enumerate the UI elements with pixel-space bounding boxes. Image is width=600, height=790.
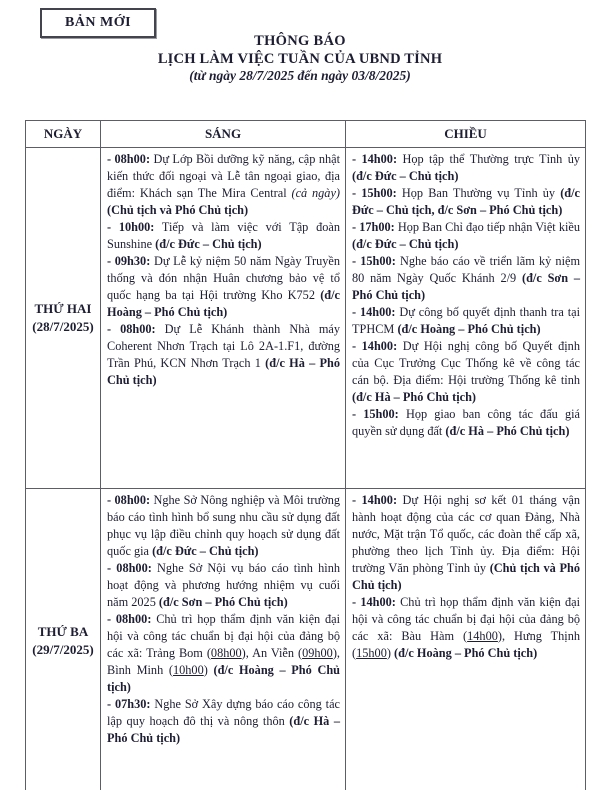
doc-date-range: (từ ngày 28/7/2025 đến ngày 03/8/2025)	[189, 68, 411, 84]
afternoon-cell	[346, 148, 586, 489]
day-label: THỨ BA	[37, 624, 89, 640]
afternoon-cell	[346, 489, 586, 790]
day-date: (28/7/2025)	[32, 319, 94, 334]
schedule-item: - 14h00: Dự Hội nghị công bố Quyết định của Cục Trưởng Cục Thống kê về công tác cán bộ. Địa điểm: Hội trường Thống kê tỉnh (đ/c Hà – Phó Chủ tịch)	[352, 338, 580, 404]
col-header-day: NGÀY	[26, 121, 101, 148]
schedule-item: - 15h00: Họp giao ban công tác đấu giá quyền sử dụng đất (đ/c Hà – Phó Chủ tịch)	[352, 406, 580, 438]
schedule-item: - 09h30: Dự Lễ kỷ niệm 50 năm Ngày Truyền thống và đón nhận Huân chương bảo vệ tổ quốc hạng ba tại Hội trường Kho K752 (đ/c Hoàng – Phó Chủ tịch)	[107, 253, 340, 319]
schedule-item: - 15h00: Nghe báo cáo về triển lãm kỷ niệm 80 năm Ngày Quốc Khánh 2/9 (đ/c Sơn – Phó Chủ tịch)	[352, 253, 581, 302]
schedule-item: - 14h00: Dự Hội nghị sơ kết 01 tháng vận hành hoạt động của các cơ quan Đảng, Nhà nước, Mặt trận Tổ quốc, các đoàn thể cấp xã, phường theo lịch Tỉnh ủy. Địa điểm: Hội trường Văn phòng Tỉnh ủy (Chủ tịch và Phó Chủ tịch)	[352, 493, 581, 592]
table-row	[26, 148, 586, 489]
schedule-table	[25, 120, 586, 790]
day-cell	[26, 489, 101, 790]
schedule-item: - 14h00: Họp tập thể Thường trực Tỉnh ủy (đ/c Đức – Chủ tịch)	[352, 152, 580, 183]
new-version-badge-label: BẢN MỚI	[64, 15, 132, 30]
day-date: (29/7/2025)	[32, 642, 94, 657]
doc-subtitle: LỊCH LÀM VIỆC TUẦN CỦA UBND TỈNH	[157, 50, 443, 67]
schedule-item: - 08h00: Chủ trì họp thẩm định văn kiện đại hội và công tác chuẩn bị đại hội của đảng bộ các xã: Trảng Bom (08h00), An Viễn (09h00), Bình Minh (10h00) (đ/c Hoàng – Phó Chủ tịch)	[107, 611, 340, 694]
table-row	[26, 489, 586, 790]
schedule-item: - 14h00: Chủ trì họp thẩm định văn kiện đại hội và công tác chuẩn bị đại hội của đảng bộ các xã: Bàu Hàm (14h00), Hưng Thịnh (15h00) (đ/c Hoàng – Phó Chủ tịch)	[352, 594, 580, 660]
schedule-item: - 08h00: Nghe Sở Nông nghiệp và Môi trường báo cáo tình hình bổ sung nhu cầu sử dụng đất phục vụ lập điều chỉnh quy hoạch sử dụng đất quốc gia (đ/c Đức – Chủ tịch)	[107, 493, 340, 558]
morning-cell	[101, 489, 346, 790]
col-header-morning: SÁNG	[101, 121, 346, 148]
schedule-item: - 15h00: Họp Ban Thường vụ Tỉnh ủy (đ/c Đức – Chủ tịch, đ/c Sơn – Phó Chủ tịch)	[352, 185, 580, 217]
doc-title: THÔNG BÁO	[254, 33, 346, 49]
schedule-item: - 08h00: Dự Lễ Khánh thành Nhà máy Coherent Nhơn Trạch tại Lô 2A-1.F1, đường Trần Phú, KCN Nhơn Trạch 1 (đ/c Hà – Phó Chủ tịch)	[107, 321, 340, 387]
morning-cell	[101, 148, 346, 489]
schedule-item: - 17h00: Họp Ban Chỉ đạo tiếp nhận Việt kiều (đ/c Đức – Chủ tịch)	[352, 219, 580, 251]
table-header-row	[26, 121, 586, 148]
schedule-item: - 07h30: Nghe Sở Xây dựng báo cáo công tác lập quy hoạch đô thị và nông thôn (đ/c Hà – Phó Chủ tịch)	[107, 696, 340, 745]
schedule-item: - 14h00: Dự công bố quyết định thanh tra tại TPHCM (đ/c Hoàng – Phó Chủ tịch)	[352, 304, 580, 336]
title-block	[0, 33, 600, 85]
col-header-afternoon: CHIỀU	[346, 121, 586, 148]
schedule-item: - 08h00: Nghe Sở Nội vụ báo cáo tình hình hoạt động và phương hướng nhiệm vụ cuối năm 2025 (đ/c Sơn – Phó Chủ tịch)	[107, 560, 340, 609]
schedule-item: - 10h00: Tiếp và làm việc với Tập đoàn Sunshine (đ/c Đức – Chủ tịch)	[107, 219, 340, 251]
day-cell	[26, 148, 101, 489]
day-label: THỨ HAI	[34, 301, 92, 317]
schedule-item: - 08h00: Dự Lớp Bồi dưỡng kỹ năng, cập nhật kiến thức đối ngoại và Lễ tân ngoại giao, địa điểm: Khách sạn The Mira Central (cả ngày) (Chủ tịch và Phó Chủ tịch)	[107, 152, 340, 217]
